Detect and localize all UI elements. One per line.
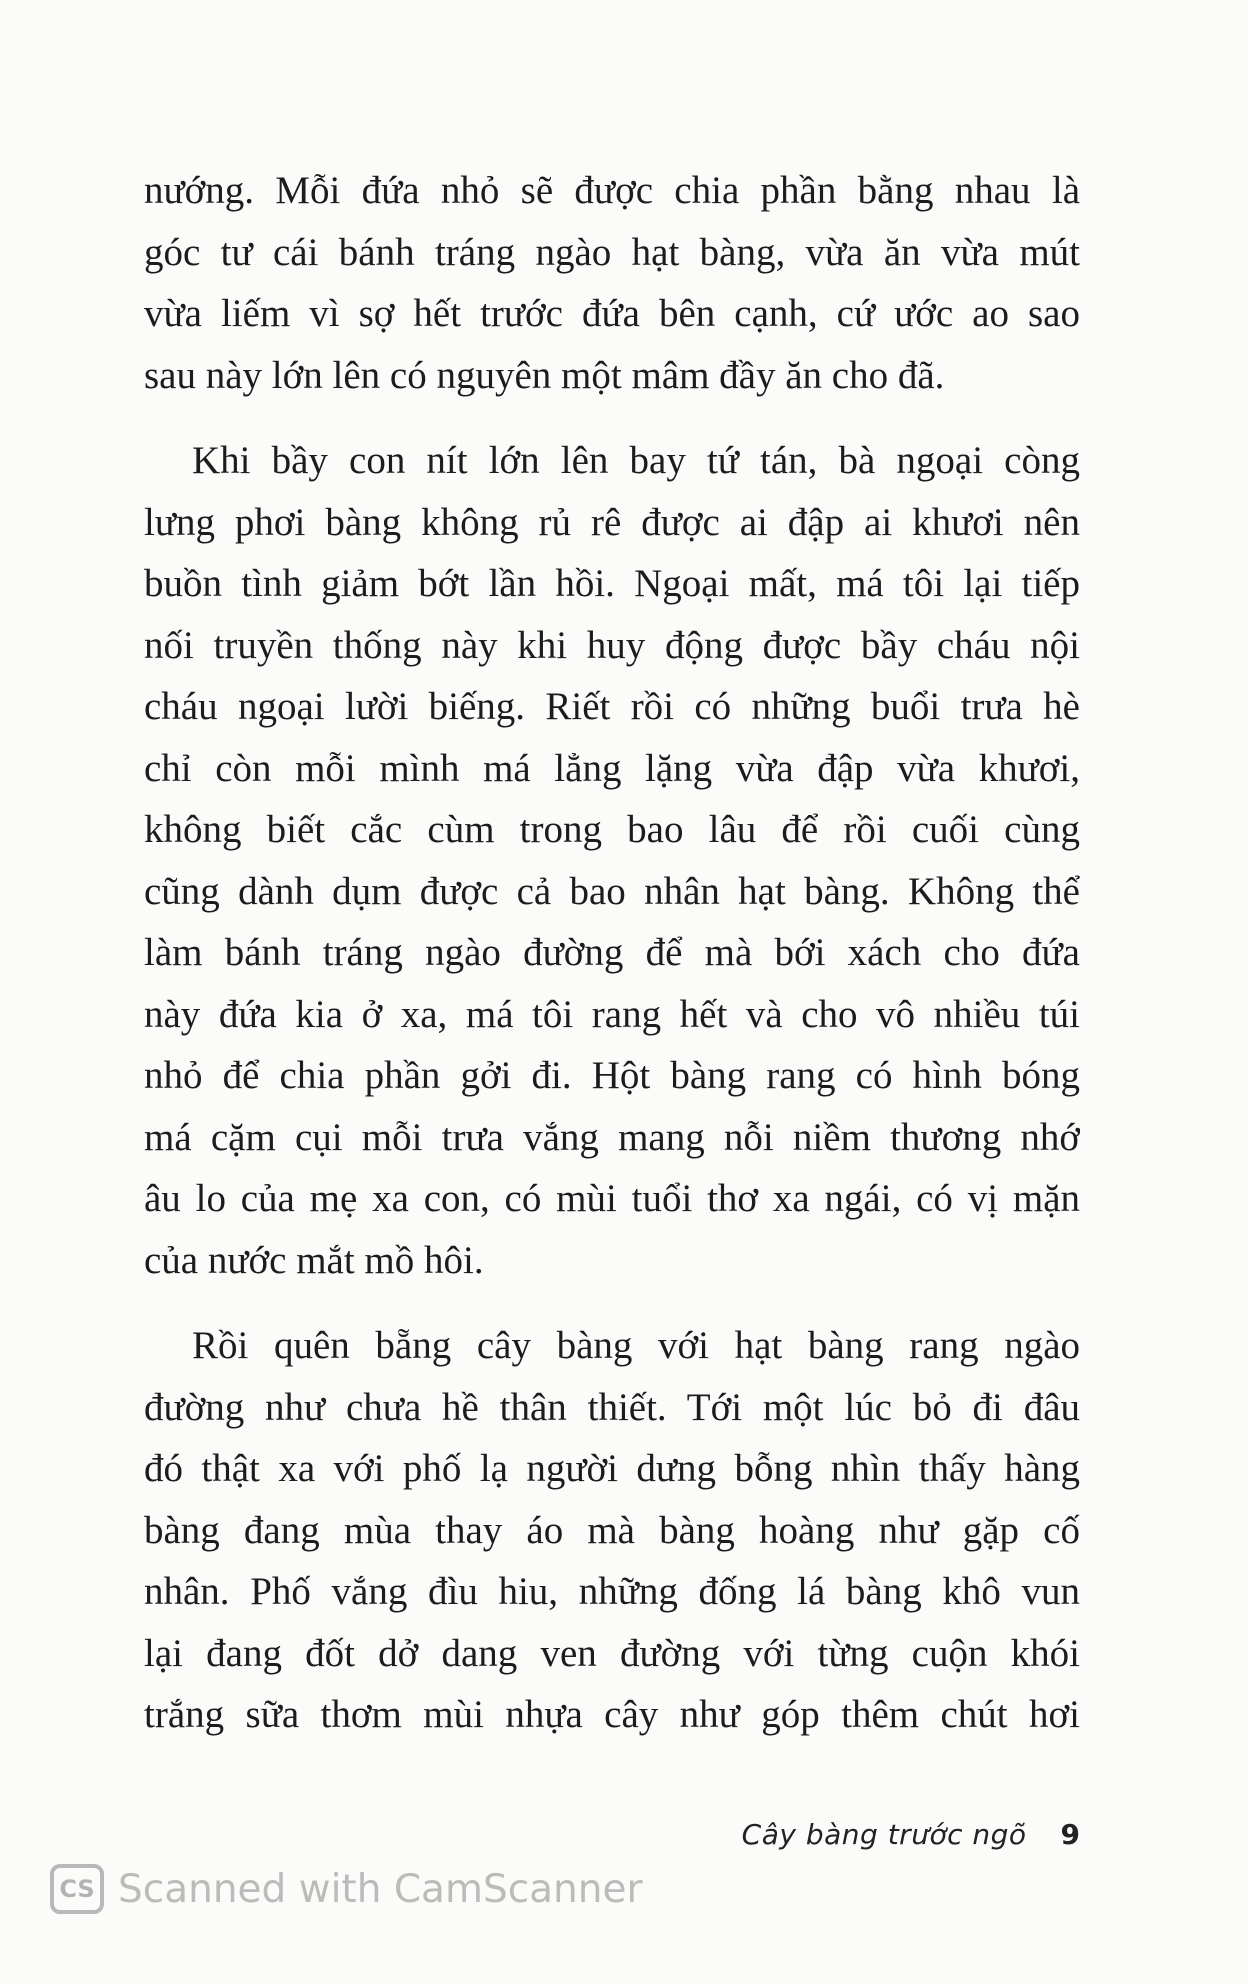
text-line: Rồi quên bẵng cây bàng với hạt bàng rang ngào (192, 1324, 1080, 1367)
text-line: đó thật xa với phố lạ người dưng bỗng nhìn thấy hàng (144, 1447, 1080, 1490)
watermark-text: Scanned with CamScanner (118, 1866, 643, 1912)
text-line: góc tư cái bánh tráng ngào hạt bàng, vừa ăn vừa mút (144, 230, 1080, 274)
text-line: buồn tình giảm bớt lần hồi. Ngoại mất, má tôi lại tiếp (144, 562, 1080, 605)
scanner-watermark (50, 1864, 643, 1914)
text-line: của nước mắt mồ hôi. (144, 1238, 484, 1282)
text-line: vừa liếm vì sợ hết trước đứa bên cạnh, cứ ước ao sao (144, 292, 1080, 335)
camscanner-logo-icon: CS (50, 1864, 104, 1914)
page-number: 9 (1060, 1818, 1080, 1851)
text-line: sau này lớn lên có nguyên một mâm đầy ăn cho đã. (144, 353, 945, 397)
page-footer (742, 1818, 1080, 1851)
text-line: làm bánh tráng ngào đường để mà bới xách cho đứa (144, 931, 1080, 974)
text-line: Khi bầy con nít lớn lên bay tứ tán, bà ngoại còng (192, 439, 1080, 482)
text-line: không biết cắc cùm trong bao lâu để rồi cuối cùng (144, 808, 1080, 851)
text-line: nối truyền thống này khi huy động được bầy cháu nội (144, 623, 1080, 667)
body-text (144, 160, 1080, 1770)
text-line: nhỏ để chia phần gởi đi. Hột bàng rang có hình bóng (144, 1054, 1080, 1097)
text-line: này đứa kia ở xa, má tôi rang hết và cho vô nhiều túi (144, 992, 1080, 1036)
text-line: cháu ngoại lười biếng. Riết rồi có những buổi trưa hè (144, 685, 1080, 728)
text-line: cũng dành dụm được cả bao nhân hạt bàng. Không thể (144, 869, 1080, 913)
text-line: lại đang đốt dở dang ven đường với từng cuộn khói (144, 1631, 1080, 1675)
paragraph-1 (144, 160, 1080, 406)
text-line: bàng đang mùa thay áo mà bàng hoàng như gặp cố (144, 1508, 1080, 1552)
text-line: chỉ còn mỗi mình má lẳng lặng vừa đập vừa khươi, (144, 746, 1080, 790)
paragraph-2 (144, 430, 1080, 1291)
text-line: má cặm cụi mỗi trưa vắng mang nỗi niềm thương nhớ (144, 1115, 1080, 1159)
text-line: trắng sữa thơm mùi nhựa cây như góp thêm chút hơi (144, 1693, 1080, 1736)
text-line: nướng. Mỗi đứa nhỏ sẽ được chia phần bằng nhau là (144, 169, 1080, 212)
paragraph-3 (144, 1315, 1080, 1746)
running-title: Cây bàng trước ngõ (741, 1818, 1027, 1851)
text-line: nhân. Phố vắng đìu hiu, những đống lá bàng khô vun (144, 1570, 1080, 1613)
text-line: lưng phơi bàng không rủ rê được ai đập ai khươi nên (144, 500, 1080, 544)
text-line: đường như chưa hề thân thiết. Tới một lúc bỏ đi đâu (144, 1385, 1080, 1429)
text-line: âu lo của mẹ xa con, có mùi tuổi thơ xa ngái, có vị mặn (144, 1177, 1080, 1220)
